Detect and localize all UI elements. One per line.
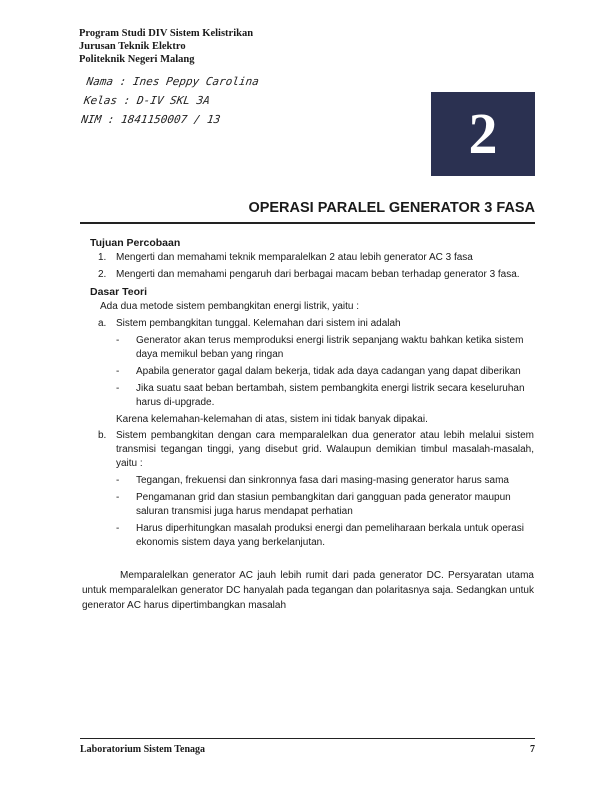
list-item-b: b. Sistem pembangkitan dengan cara memparalelkan dua generator atau lebih melalui sistem transmisi tegangan tinggi, yang disebut grid. Walaupun demikian timbul masalah-masalah, yaitu :	[98, 430, 534, 469]
list-item: 2. Mengerti dan memahami pengaruh dari berbagai macam beban terhadap generator 3 fasa.	[98, 269, 520, 280]
chapter-number: 2	[468, 101, 498, 166]
handwritten-student-info	[80, 72, 260, 129]
dasar-intro: Ada dua metode sistem pembangkitan energi listrik, yaitu :	[100, 301, 360, 312]
footer-lab-name: Laboratorium Sistem Tenaga	[80, 744, 206, 755]
bullet-item: - Harus diperhitungkan masalah produksi energi dan pemeliharaan berkala untuk operasi ekonomis sistem daya yang berkelanjutan.	[116, 523, 525, 548]
bullet-item: - Generator akan terus memproduksi energi listrik sepanjang waktu bahkan ketika sistem daya memikul beban yang ringan	[116, 335, 524, 360]
section-heading-dasar: Dasar Teori	[90, 286, 147, 298]
program-line: Program Studi DIV Sistem Kelistrikan	[79, 28, 254, 39]
conclusion-text: Karena kelemahan-kelemahan di atas, sistem ini tidak banyak dipakai.	[116, 414, 428, 425]
bullet-item: - Tegangan, frekuensi dan sinkronnya fasa dari masing-masing generator harus sama	[116, 475, 509, 486]
document-body	[82, 234, 534, 613]
bullet-item: - Pengamanan grid dan stasiun pembangkitan dari gangguan pada generator maupun saluran transmisi juga harus mendapat perhatian	[116, 492, 511, 517]
list-item-a: a. Sistem pembangkitan tunggal. Kelemahan dari sistem ini adalah	[98, 318, 401, 329]
title-divider	[80, 222, 535, 224]
institution-header	[79, 27, 253, 66]
student-class: Kelas : D-IV SKL 3A	[83, 94, 211, 107]
student-id: NIM : 1841150007 / 13	[80, 113, 222, 126]
chapter-number-box	[431, 92, 535, 176]
bullet-item: - Jika suatu saat beban bertambah, sistem pembangkita energi listrik secara keseluruhan harus di-upgrade.	[116, 383, 525, 408]
polytechnic-line: Politeknik Negeri Malang	[79, 54, 195, 65]
section-heading-tujuan: Tujuan Percobaan	[90, 237, 181, 249]
list-item: 1. Mengerti dan memahami teknik memparalelkan 2 atau lebih generator AC 3 fasa	[98, 252, 473, 263]
department-line: Jurusan Teknik Elektro	[79, 41, 186, 52]
bullet-item: - Apabila generator gagal dalam bekerja, tidak ada daya cadangan yang dapat diberikan	[116, 366, 521, 377]
body-paragraph: Memparalelkan generator AC jauh lebih rumit dari pada generator DC. Persyaratan utama untuk memparalelkan generator DC hanyalah pada tegangan dan polaritasnya saja. Sedangkan untuk generator AC harus dipertimbangkan masalah	[82, 570, 534, 611]
chapter-title: OPERASI PARALEL GENERATOR 3 FASA	[248, 200, 535, 216]
student-name: Nama : Ines Peppy Carolina	[85, 75, 260, 88]
footer-divider	[80, 738, 535, 739]
page-number: 7	[530, 744, 535, 755]
